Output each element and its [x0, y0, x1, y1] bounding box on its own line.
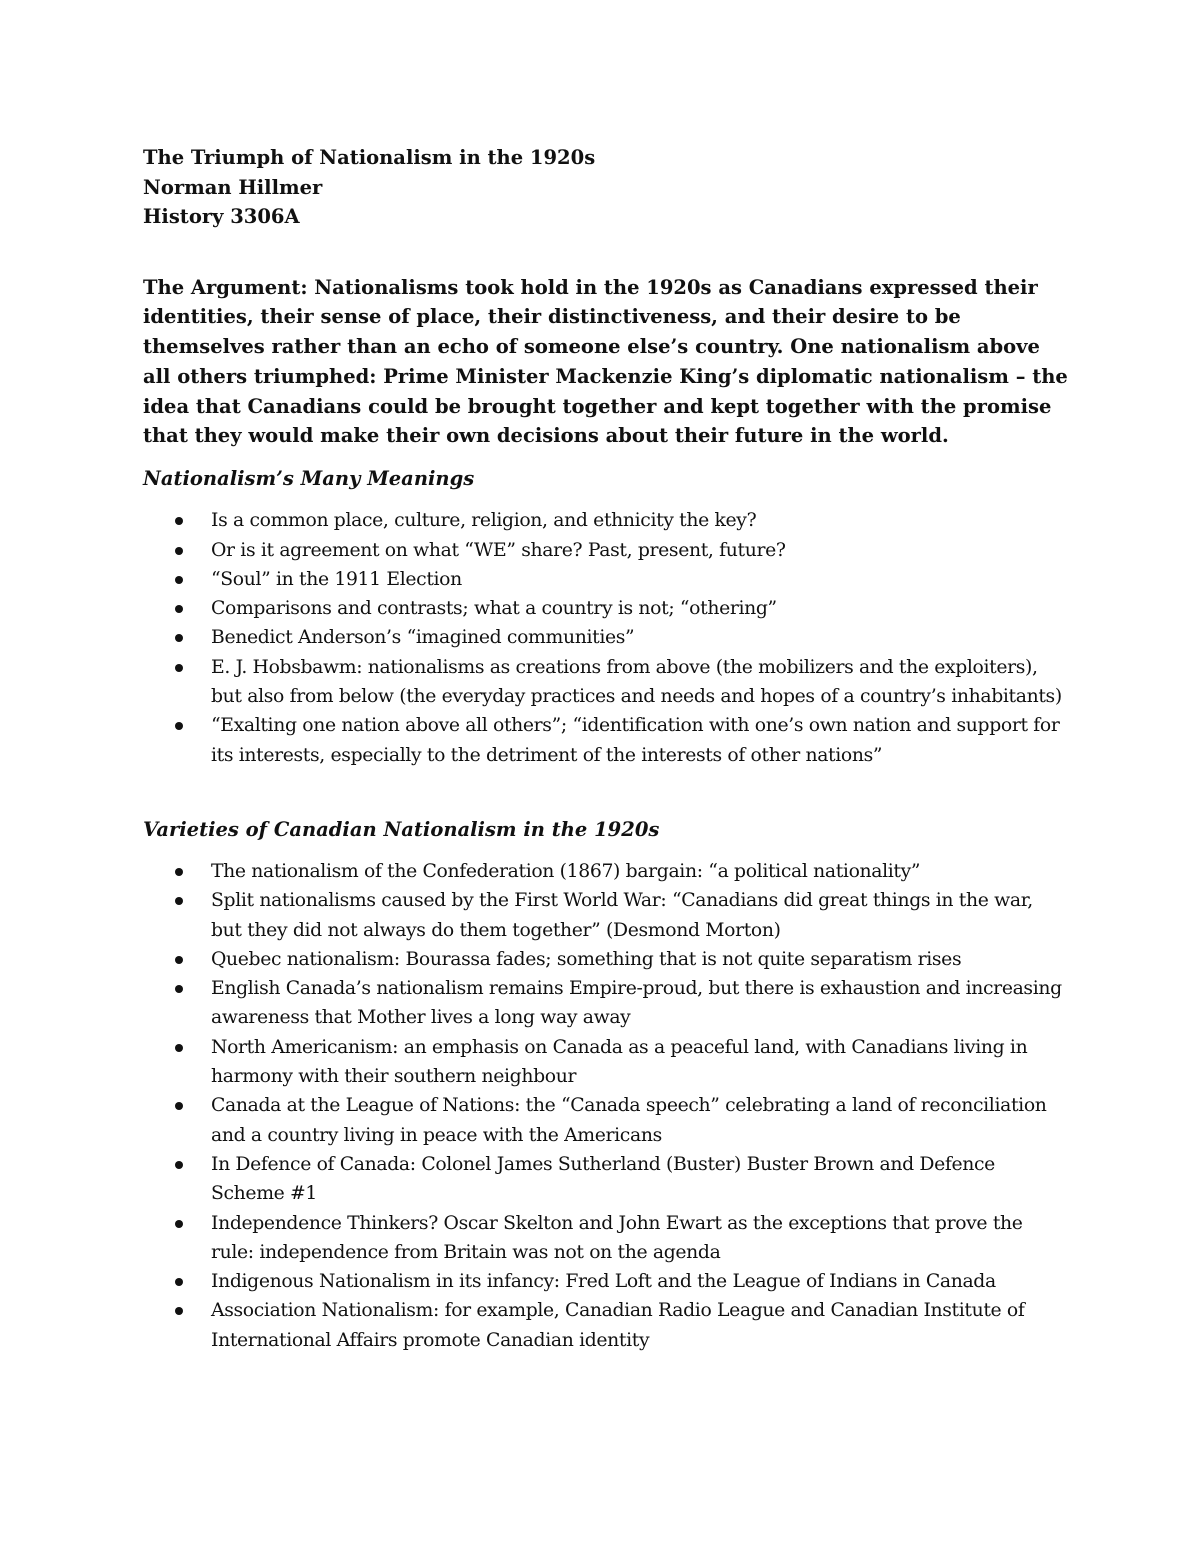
section-heading-varieties: Varieties of Canadian Nationalism in the 1920s: [143, 817, 660, 841]
list-item-text: “Soul” in the 1911 Election: [211, 568, 462, 590]
section-heading-meanings: Nationalism’s Many Meanings: [143, 467, 475, 491]
bullet-dot-icon: [175, 1307, 183, 1315]
bullet-dot-icon: [175, 985, 183, 993]
list-item-text: Association Nationalism: for example, Canadian Radio League and Canadian Institute of International Affairs promote Canadian identity: [211, 1300, 1025, 1351]
list-item: [143, 594, 1068, 623]
list-item: [143, 1091, 1068, 1150]
bullet-dot-icon: [175, 605, 183, 613]
list-item: [143, 506, 1068, 535]
list-item: [143, 1150, 1068, 1209]
list-item-text: Quebec nationalism: Bourassa fades; something that is not quite separatism rises: [211, 948, 962, 970]
list-item-text: Independence Thinkers? Oscar Skelton and John Ewart as the exceptions that prove the rule: independence from Britain was not on the agenda: [211, 1212, 1023, 1263]
list-item-text: North Americanism: an emphasis on Canada as a peaceful land, with Canadians living in harmony with their southern neighbour: [211, 1036, 1028, 1088]
bullet-dot-icon: [175, 547, 183, 555]
list-item: [143, 886, 1068, 945]
list-item-text: In Defence of Canada: Colonel James Sutherland (Buster) Buster Brown and Defence Scheme #1: [211, 1153, 995, 1205]
list-item: [143, 945, 1068, 974]
document-body: [143, 143, 1068, 1355]
bullet-dot-icon: [175, 1102, 183, 1110]
list-item-text: Benedict Anderson’s “imagined communities”: [211, 627, 635, 649]
bullet-dot-icon: [175, 1278, 183, 1286]
document-header: [143, 143, 1068, 232]
list-item: [143, 623, 1068, 652]
bullet-dot-icon: [175, 897, 183, 905]
bullet-dot-icon: [175, 576, 183, 584]
bullet-dot-icon: [175, 1161, 183, 1169]
list-item-text: Indigenous Nationalism in its infancy: Fred Loft and the League of Indians in Canada: [211, 1271, 996, 1293]
list-item-text: Or is it agreement on what “WE” share? Past, present, future?: [211, 539, 786, 561]
list-item-text: The nationalism of the Confederation (1867) bargain: “a political nationality”: [211, 860, 921, 882]
list-item: [143, 974, 1068, 1033]
author-name: Norman Hillmer: [143, 175, 323, 199]
meanings-bullet-list: [143, 506, 1068, 770]
list-item-text: Split nationalisms caused by the First World War: “Canadians did great things in the war, but they did not always do them together” (Desmond Morton): [211, 890, 1033, 941]
list-item: [143, 565, 1068, 594]
bullet-dot-icon: [175, 1044, 183, 1052]
varieties-bullet-list: [143, 857, 1068, 1355]
list-item: [143, 653, 1068, 712]
course-code: History 3306A: [143, 205, 300, 228]
list-item-text: E. J. Hobsbawm: nationalisms as creations from above (the mobilizers and the exploiters), but also from below (the everyday practices and needs and hopes of a country’s inhabitants): [211, 656, 1062, 708]
bullet-dot-icon: [175, 634, 183, 642]
bullet-dot-icon: [175, 1220, 183, 1228]
bullet-dot-icon: [175, 956, 183, 964]
list-item: [143, 536, 1068, 565]
bullet-dot-icon: [175, 868, 183, 876]
list-item-text: Comparisons and contrasts; what a country is not; “othering”: [211, 598, 777, 620]
list-item: [143, 1209, 1068, 1268]
argument-paragraph: The Argument: Nationalisms took hold in the 1920s as Canadians expressed their identities, their sense of place, their distinctiveness, and their desire to be themselves rather than an echo of someone else’s country. One nationalism above all others triumphed: Prime Minister Mackenzie King’s diplomatic nationalism – the idea that Canadians could be brought together and kept together with the promise that they would make their own decisions about their future in the world.: [143, 275, 1068, 448]
list-item-text: English Canada’s nationalism remains Empire-proud, but there is exhaustion and increasing awareness that Mother lives a long way away: [211, 978, 1062, 1029]
list-item-text: Is a common place, culture, religion, and ethnicity the key?: [211, 510, 757, 532]
list-item-text: Canada at the League of Nations: the “Canada speech” celebrating a land of reconciliation and a country living in peace with the Americans: [211, 1095, 1047, 1146]
list-item: [143, 857, 1068, 886]
list-item: [143, 1267, 1068, 1296]
list-item-text: “Exalting one nation above all others”; “identification with one’s own nation and support for its interests, especially to the detriment of the interests of other nations”: [211, 715, 1060, 766]
list-item: [143, 711, 1068, 770]
bullet-dot-icon: [175, 722, 183, 730]
list-item: [143, 1296, 1068, 1355]
bullet-dot-icon: [175, 517, 183, 525]
bullet-dot-icon: [175, 664, 183, 672]
list-item: [143, 1033, 1068, 1092]
document-title: The Triumph of Nationalism in the 1920s: [143, 146, 596, 169]
